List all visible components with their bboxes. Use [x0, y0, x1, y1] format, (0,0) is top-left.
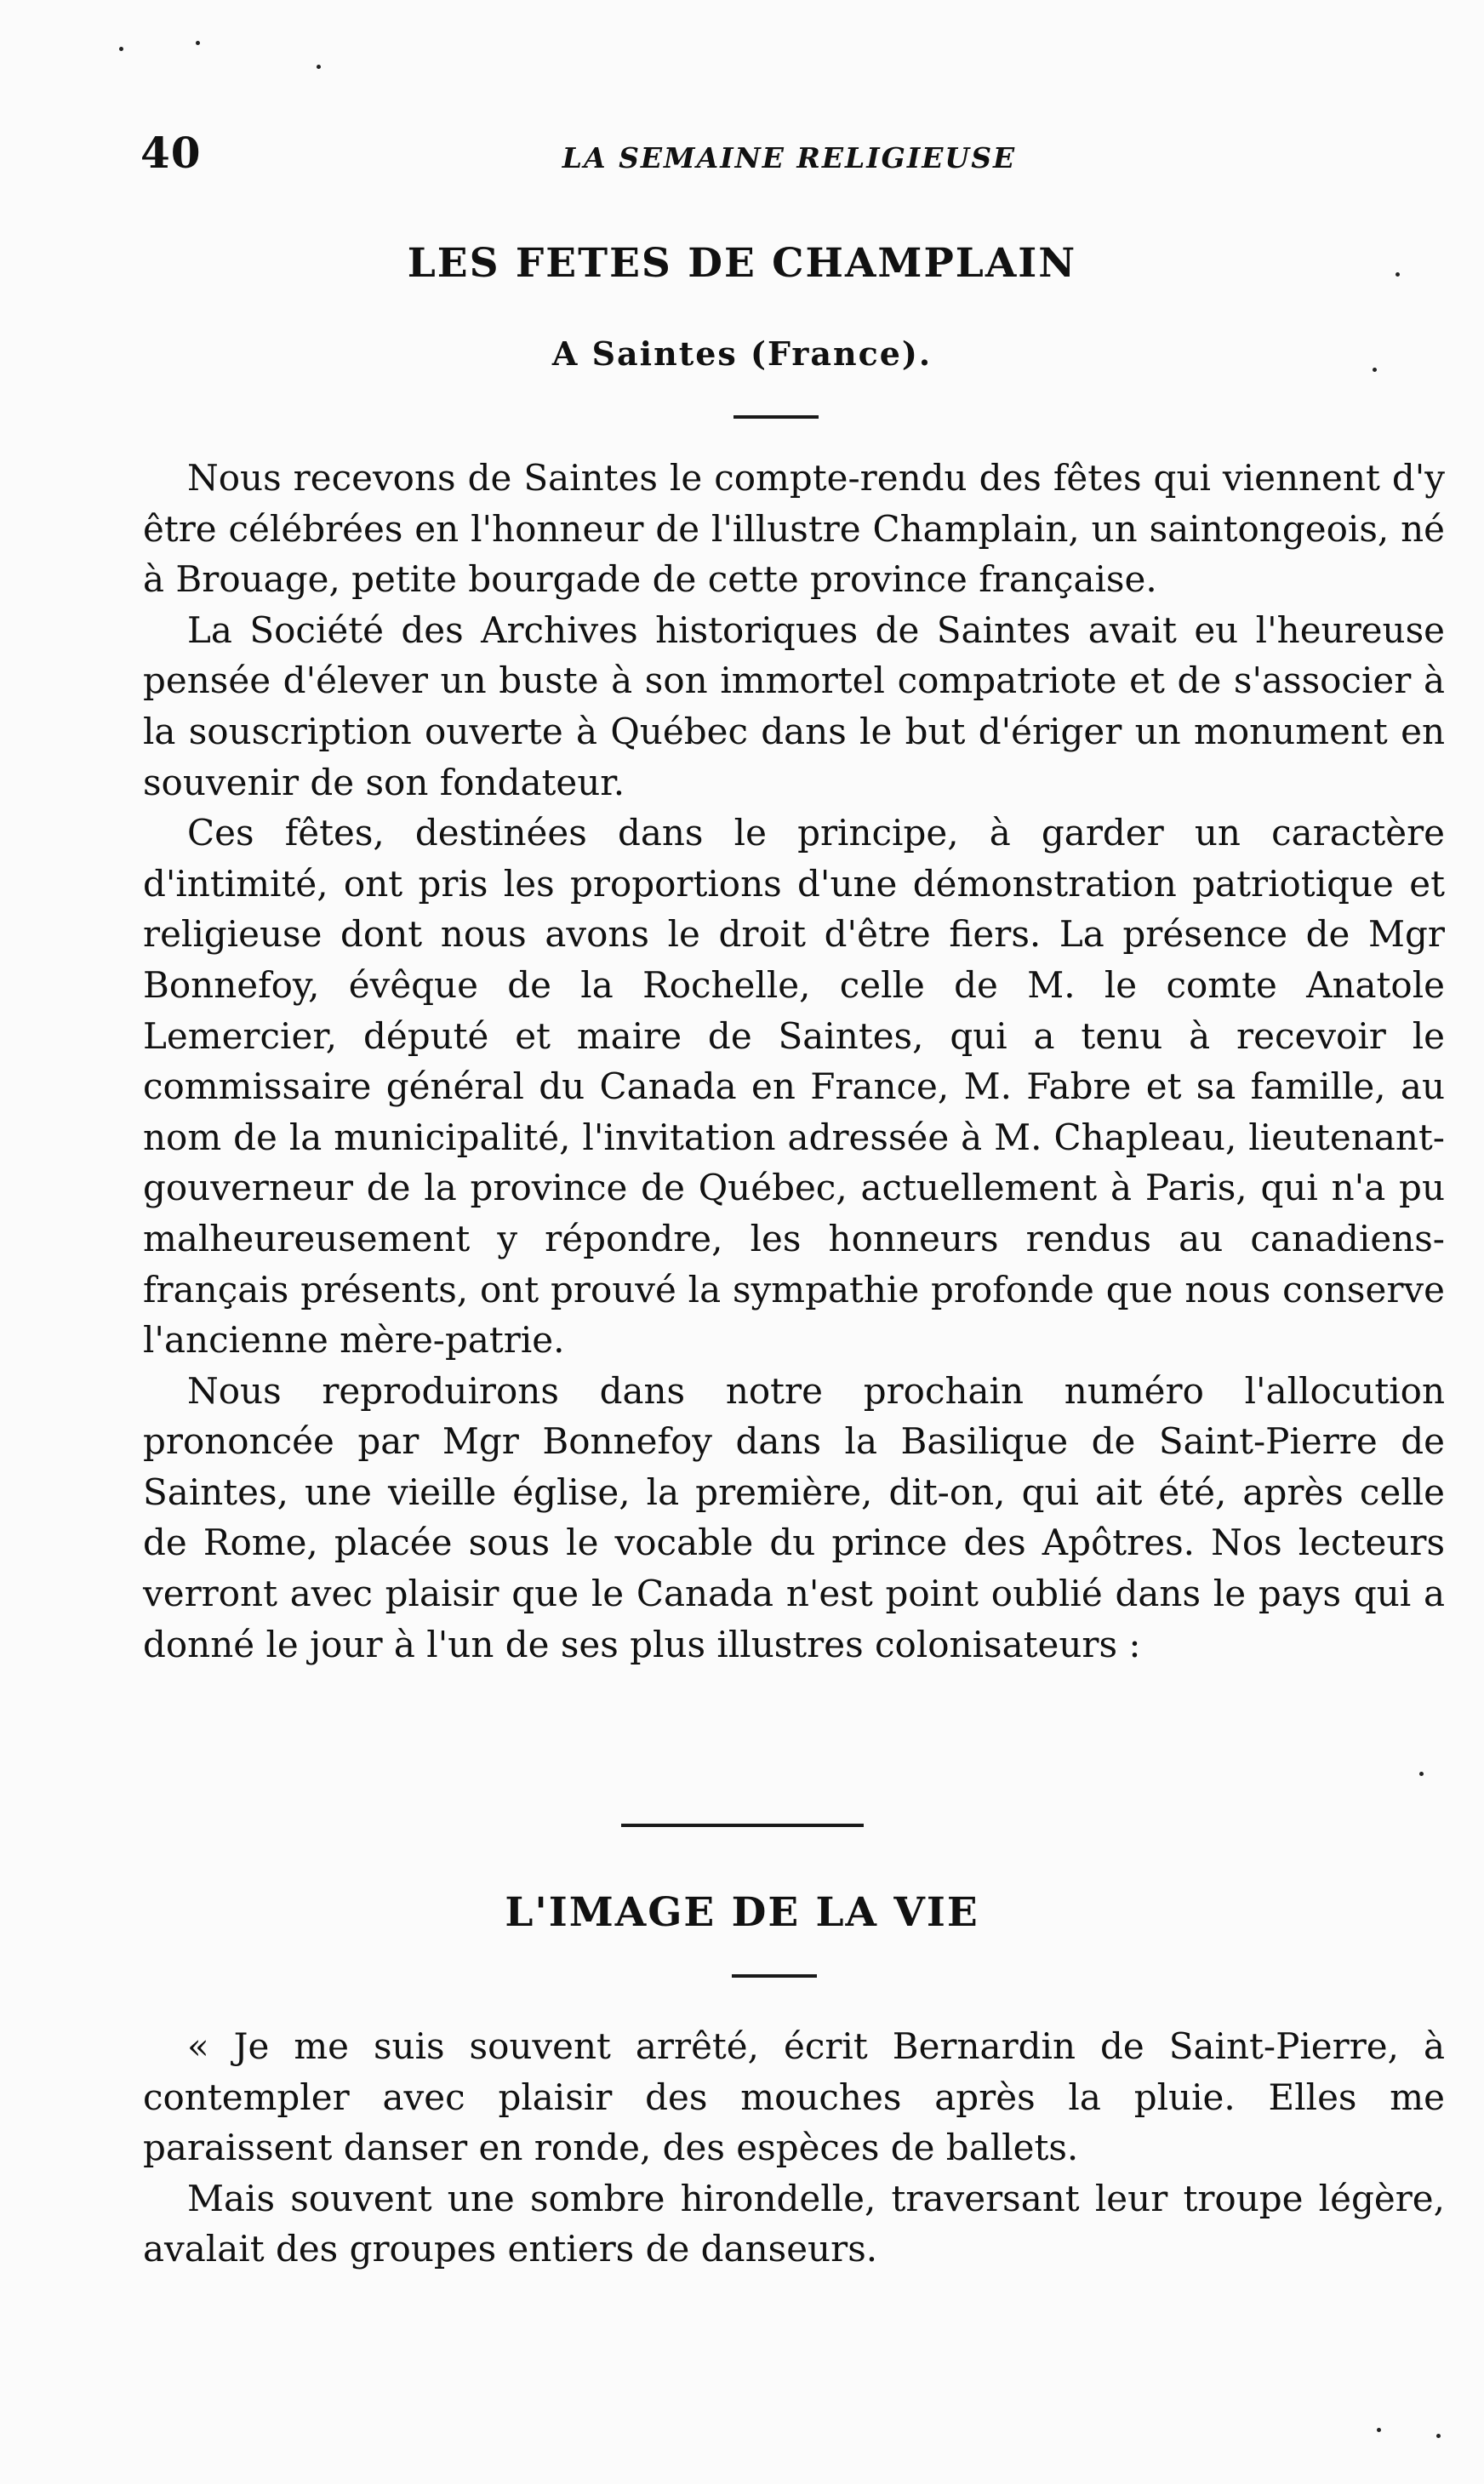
scan-speck [1436, 2434, 1441, 2438]
article-title: LES FETES DE CHAMPLAIN [407, 240, 1077, 287]
scan-speck [1377, 2428, 1381, 2432]
short-divider [732, 1974, 817, 1978]
article-subtitle: A Saintes (France). [551, 334, 933, 373]
running-title: LA SEMAINE RELIGIEUSE [562, 141, 1017, 174]
paragraph: La Société des Archives historiques de Saintes avait eu l'heureuse pensée d'élever un buste à son immortel compatriote et de s'associer à la souscription ouverte à Québec dans le but d'ériger un monument en souvenir de son fondateur. [143, 608, 1445, 803]
page-number: 40 [140, 128, 202, 178]
scan-speck [196, 41, 200, 45]
article-body [143, 453, 1445, 1670]
scan-speck [317, 65, 321, 69]
section-divider [621, 1824, 864, 1827]
article-body [143, 2021, 1445, 2275]
scan-speck [1373, 368, 1377, 372]
paragraph: « Je me suis souvent arrêté, écrit Bernardin de Saint-Pierre, à contempler avec plaisir des mouches après la pluie. Elles me paraissent danser en ronde, des espèces de ballets. [143, 2025, 1445, 2169]
paragraph: Ces fêtes, destinées dans le principe, à garder un caractère d'intimité, ont pris les proportions d'une démonstration patriotique et religieuse dont nous avons le droit d'être fiers. La présence de Mgr Bonnefoy, évêque de la Rochelle, celle de M. le comte Anatole Lemercier, député et maire de Saintes, qui a tenu à recevoir le commissaire général du Canada en France, M. Fabre et sa famille, au nom de la municipalité, l'invitation adressée à M. Chapleau, lieutenant-gouverneur de la province de Québec, actuellement à Paris, qui n'a pu malheureusement y répondre, les honneurs rendus au canadiens-français présents, ont prouvé la sympathie profonde que nous conserve l'ancienne mère-patrie. [143, 812, 1445, 1362]
paragraph: Nous reproduirons dans notre prochain numéro l'allocution prononcée par Mgr Bonnefoy dans la Basilique de Saint-Pierre de Saintes, une vieille église, la première, dit-on, qui ait été, après celle de Rome, placée sous le vocable du prince des Apôtres. Nos lecteurs verront avec plaisir que le Canada n'est point oublié dans le pays qui a donné le jour à l'un de ses plus illustres colonisateurs : [143, 1369, 1445, 1665]
article-title: L'IMAGE DE LA VIE [505, 1889, 979, 1936]
paragraph: Nous recevons de Saintes le compte-rendu des fêtes qui viennent d'y être célébrées en l'honneur de l'illustre Champlain, un saintongeois, né à Brouage, petite bourgade de cette province française. [143, 457, 1445, 601]
paragraph: Mais souvent une sombre hirondelle, traversant leur troupe légère, avalait des groupes entiers de danseurs. [143, 2177, 1445, 2270]
short-divider [733, 415, 819, 419]
page-header [140, 128, 1438, 179]
scan-speck [1419, 1772, 1424, 1776]
scan-speck [1396, 272, 1400, 277]
scan-speck [119, 47, 123, 51]
